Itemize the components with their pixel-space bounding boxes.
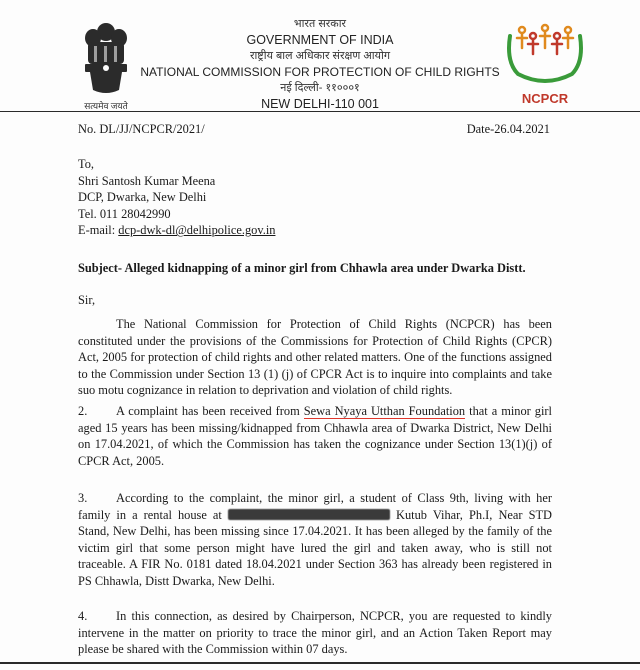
letterhead [130, 16, 510, 112]
recipient-designation: DCP, Dwarka, New Delhi [78, 190, 207, 205]
national-emblem [80, 20, 132, 111]
recipient-name: Shri Santosh Kumar Meena [78, 173, 216, 188]
paragraph-3-number: 3. [78, 491, 88, 505]
recipient-email-line [78, 222, 275, 239]
paragraph-2-text-b: that a minor girl aged 15 years has been missing/kidnapped from Chhawla area of Dwarka District, New Delhi on 17.04.2021, of which the Commission has taken the cognizance under Section 13(1)(j) of CPCR Act, 2005. [78, 404, 553, 468]
paragraph-2-number: 2. [78, 404, 88, 418]
paragraph-2 [78, 403, 552, 469]
paragraph-4-number: 4. [78, 609, 88, 623]
header-divider [0, 111, 640, 112]
gov-title: GOVERNMENT OF INDIA [246, 33, 394, 47]
paragraph-3-text-a: According to the complaint, the minor girl, a student of Class 9th, living with her family in a rental house at [78, 491, 552, 522]
reference-number: No. DL/JJ/NCPCR/2021/ [78, 122, 205, 136]
city: NEW DELHI-110 001 [261, 97, 379, 111]
email-link[interactable]: dcp-dwk-dl@delhipolice.gov.in [118, 223, 276, 238]
logo-text: NCPCR [521, 91, 569, 106]
paragraph-3 [78, 490, 552, 590]
hindi-commission-title: राष्ट्रीय बाल अधिकार संरक्षण आयोग [249, 50, 391, 62]
recipient-block [78, 156, 275, 239]
paragraph-2-text-a: A complaint has been received from [116, 404, 304, 418]
paragraph-4 [78, 608, 552, 658]
to-label: To, [78, 157, 94, 171]
redacted-address [228, 509, 390, 520]
letter-date: Date-26.04.2021 [466, 122, 550, 136]
paragraph-1: The National Commission for Protection of Child Rights (NCPCR) has been constituted under the provisions of the Commissions for Protection of Child Rights (CPCR) Act, 2005 for protection of child rights and other related matters. One of the functions assigned to the Commission under Section 13 (1) (j) of CPCR Act is to inquire into complaints and take suo motu cognizance in relation to deprivation and violation of child rights. [78, 317, 552, 398]
commission-title: NATIONAL COMMISSION FOR PROTECTION OF CHILD RIGHTS [140, 65, 500, 79]
paragraph-3-text-b: Kutub Vihar, Ph.I, Near STD Stand, New Delhi, has been missing since 17.04.2021. It has been alleged by the family of the victim girl that some person might have lured the girl and taken away, who is still not traceable. A FIR No. 0181 dated 18.04.2021 under Section 363 has already been registered in PS Chhawla, Distt Dwarka, New Delhi. [78, 507, 553, 588]
salutation: Sir, [78, 293, 96, 307]
paragraph-4-text: In this connection, as desired by Chairperson, NCPCR, you are requested to kindly intervene in the matter on priority to trace the minor girl, and an Action Taken Report may please be shared with the Commission within 07 days. [78, 609, 552, 657]
recipient-tel: Tel. 011 28042990 [78, 206, 171, 221]
emblem-caption: सत्यमेव जयते [84, 101, 128, 111]
footer-divider [0, 662, 640, 664]
hindi-city: नई दिल्ली- ११०००१ [280, 82, 360, 94]
lion-capital-icon [80, 20, 132, 96]
subject-line: Subject- Alleged kidnapping of a minor girl from Chhawla area under Dwarka Distt. [78, 261, 526, 275]
complainant-highlight: Sewa Nyaya Utthan Foundation [303, 404, 466, 418]
hindi-gov-title: भारत सरकार [293, 18, 347, 30]
email-label: E-mail: [78, 223, 119, 238]
ncpcr-logo [500, 22, 590, 106]
children-figures-icon [500, 22, 590, 84]
